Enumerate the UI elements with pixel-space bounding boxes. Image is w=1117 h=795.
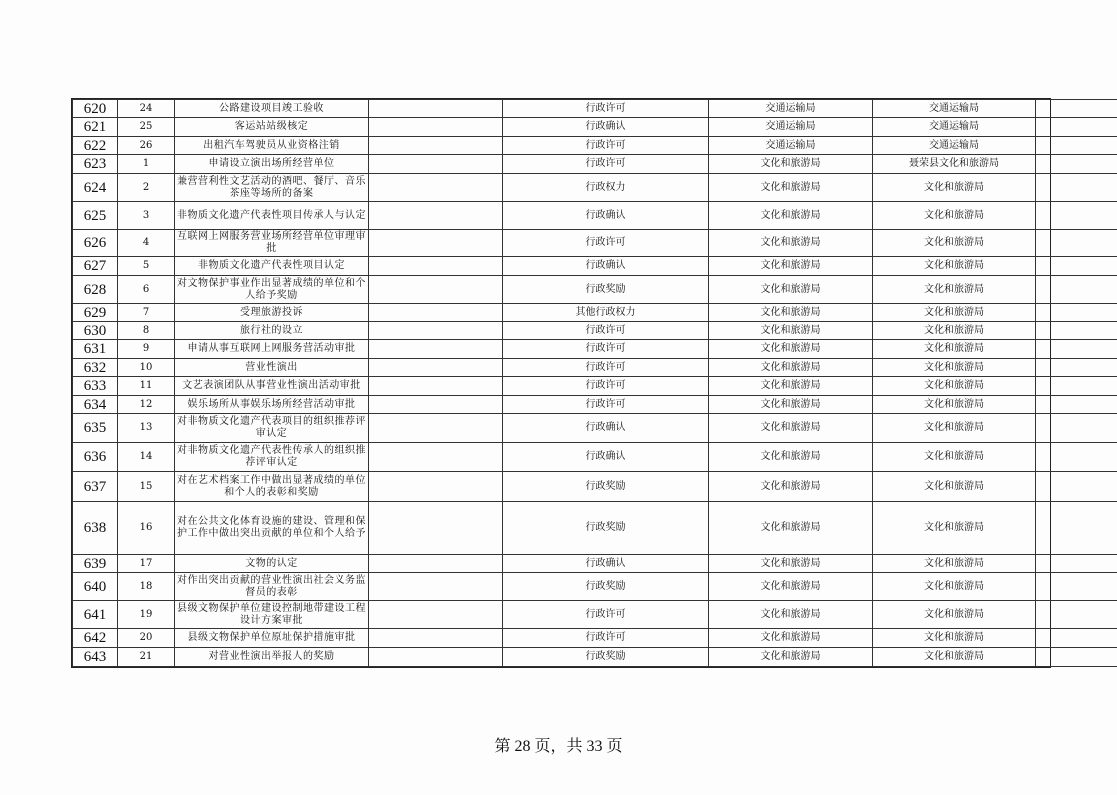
- cell-no: 640: [73, 573, 118, 601]
- cell-no: 642: [73, 629, 118, 648]
- cell-dept: 交通运输局: [709, 137, 873, 155]
- cell-no: 634: [73, 396, 118, 414]
- cell-basis: [369, 304, 503, 322]
- cell-no: 635: [73, 414, 118, 443]
- cell-no: 636: [73, 443, 118, 472]
- cell-type: 行政权力: [503, 174, 709, 202]
- cell-note: [1036, 137, 1117, 155]
- cell-note: [1036, 174, 1117, 202]
- cell-dept: 文化和旅游局: [709, 414, 873, 443]
- cell-exec: 文化和旅游局: [873, 304, 1036, 322]
- cell-type: 行政许可: [503, 377, 709, 396]
- cell-sub: 21: [118, 648, 175, 667]
- cell-dept: 文化和旅游局: [709, 601, 873, 629]
- cell-sub: 15: [118, 472, 175, 502]
- cell-dept: 文化和旅游局: [709, 230, 873, 257]
- cell-type: 行政确认: [503, 202, 709, 230]
- power-list-table: [71, 98, 1051, 668]
- cell-name: 对非物质文化遗产代表性传承人的组织推荐评审认定: [175, 443, 369, 472]
- cell-sub: 17: [118, 555, 175, 573]
- cell-no: 625: [73, 202, 118, 230]
- cell-type: 行政确认: [503, 555, 709, 573]
- cell-type: 行政奖励: [503, 573, 709, 601]
- cell-type: 行政许可: [503, 155, 709, 174]
- cell-note: [1036, 377, 1117, 396]
- table-row: [73, 601, 1117, 629]
- table-row: [73, 322, 1117, 340]
- cell-basis: [369, 322, 503, 340]
- cell-sub: 26: [118, 137, 175, 155]
- cell-sub: 8: [118, 322, 175, 340]
- cell-basis: [369, 377, 503, 396]
- cell-type: 其他行政权力: [503, 304, 709, 322]
- cell-no: 633: [73, 377, 118, 396]
- table-row: [73, 502, 1117, 555]
- table-row: [73, 118, 1117, 137]
- cell-exec: 文化和旅游局: [873, 629, 1036, 648]
- cell-name: 对营业性演出举报人的奖励: [175, 648, 369, 667]
- cell-exec: 交通运输局: [873, 118, 1036, 137]
- table-body: [73, 100, 1117, 667]
- table-row: [73, 443, 1117, 472]
- cell-name: 文艺表演团队从事营业性演出活动审批: [175, 377, 369, 396]
- table-row: [73, 555, 1117, 573]
- cell-type: 行政奖励: [503, 472, 709, 502]
- table-row: [73, 174, 1117, 202]
- cell-note: [1036, 118, 1117, 137]
- cell-sub: 20: [118, 629, 175, 648]
- table-row: [73, 304, 1117, 322]
- cell-exec: 聂荣县文化和旅游局: [873, 155, 1036, 174]
- cell-name: 申请从事互联网上网服务营活动审批: [175, 340, 369, 359]
- cell-type: 行政许可: [503, 359, 709, 377]
- table-row: [73, 202, 1117, 230]
- cell-no: 627: [73, 257, 118, 276]
- cell-type: 行政确认: [503, 414, 709, 443]
- cell-exec: 文化和旅游局: [873, 601, 1036, 629]
- cell-exec: 文化和旅游局: [873, 472, 1036, 502]
- cell-name: 申请设立演出场所经营单位: [175, 155, 369, 174]
- table-row: [73, 155, 1117, 174]
- cell-name: 受理旅游投诉: [175, 304, 369, 322]
- cell-basis: [369, 502, 503, 555]
- table-row: [73, 137, 1117, 155]
- cell-dept: 文化和旅游局: [709, 555, 873, 573]
- cell-sub: 3: [118, 202, 175, 230]
- cell-no: 639: [73, 555, 118, 573]
- cell-no: 620: [73, 100, 118, 118]
- table-row: [73, 648, 1117, 667]
- table-row: [73, 340, 1117, 359]
- table-row: [73, 472, 1117, 502]
- cell-sub: 5: [118, 257, 175, 276]
- cell-type: 行政许可: [503, 629, 709, 648]
- cell-basis: [369, 648, 503, 667]
- cell-type: 行政许可: [503, 230, 709, 257]
- table-row: [73, 396, 1117, 414]
- cell-exec: 文化和旅游局: [873, 377, 1036, 396]
- cell-dept: 文化和旅游局: [709, 443, 873, 472]
- cell-note: [1036, 573, 1117, 601]
- cell-exec: 文化和旅游局: [873, 340, 1036, 359]
- cell-sub: 18: [118, 573, 175, 601]
- cell-no: 638: [73, 502, 118, 555]
- table-row: [73, 276, 1117, 304]
- cell-type: 行政确认: [503, 118, 709, 137]
- cell-note: [1036, 601, 1117, 629]
- cell-exec: 文化和旅游局: [873, 174, 1036, 202]
- cell-exec: 文化和旅游局: [873, 502, 1036, 555]
- table-row: [73, 414, 1117, 443]
- cell-note: [1036, 359, 1117, 377]
- cell-name: 旅行社的设立: [175, 322, 369, 340]
- cell-name: 公路建设项目竣工验收: [175, 100, 369, 118]
- cell-exec: 文化和旅游局: [873, 443, 1036, 472]
- cell-note: [1036, 443, 1117, 472]
- cell-name: 县级文物保护单位建设控制地带建设工程设计方案审批: [175, 601, 369, 629]
- cell-type: 行政许可: [503, 396, 709, 414]
- cell-dept: 文化和旅游局: [709, 257, 873, 276]
- cell-note: [1036, 502, 1117, 555]
- cell-note: [1036, 396, 1117, 414]
- cell-type: 行政奖励: [503, 502, 709, 555]
- cell-sub: 24: [118, 100, 175, 118]
- cell-basis: [369, 573, 503, 601]
- cell-name: 互联网上网服务营业场所经营单位审理审批: [175, 230, 369, 257]
- cell-type: 行政奖励: [503, 276, 709, 304]
- cell-dept: 文化和旅游局: [709, 174, 873, 202]
- cell-no: 626: [73, 230, 118, 257]
- cell-sub: 14: [118, 443, 175, 472]
- cell-no: 628: [73, 276, 118, 304]
- cell-exec: 文化和旅游局: [873, 202, 1036, 230]
- cell-dept: 文化和旅游局: [709, 573, 873, 601]
- cell-exec: 文化和旅游局: [873, 322, 1036, 340]
- cell-name: 出租汽车驾驶员从业资格注销: [175, 137, 369, 155]
- page-number: 第 28 页，共 33 页: [494, 738, 623, 755]
- table-row: [73, 377, 1117, 396]
- cell-name: 对在公共文化体育设施的建设、管理和保护工作中做出突出贡献的单位和个人给予: [175, 502, 369, 555]
- cell-note: [1036, 304, 1117, 322]
- cell-sub: 11: [118, 377, 175, 396]
- cell-note: [1036, 257, 1117, 276]
- cell-sub: 25: [118, 118, 175, 137]
- cell-exec: 文化和旅游局: [873, 648, 1036, 667]
- cell-note: [1036, 155, 1117, 174]
- cell-note: [1036, 100, 1117, 118]
- cell-exec: 文化和旅游局: [873, 276, 1036, 304]
- cell-exec: 交通运输局: [873, 100, 1036, 118]
- cell-type: 行政许可: [503, 322, 709, 340]
- cell-sub: 13: [118, 414, 175, 443]
- cell-name: 县级文物保护单位原址保护措施审批: [175, 629, 369, 648]
- cell-name: 非物质文化遗产代表性项目传承人与认定: [175, 202, 369, 230]
- cell-type: 行政许可: [503, 601, 709, 629]
- cell-sub: 7: [118, 304, 175, 322]
- cell-basis: [369, 414, 503, 443]
- cell-exec: 文化和旅游局: [873, 257, 1036, 276]
- cell-no: 637: [73, 472, 118, 502]
- cell-basis: [369, 443, 503, 472]
- cell-name: 对非物质文化遗产代表项目的组织推荐评审认定: [175, 414, 369, 443]
- cell-no: 629: [73, 304, 118, 322]
- cell-no: 622: [73, 137, 118, 155]
- table-row: [73, 100, 1117, 118]
- cell-note: [1036, 472, 1117, 502]
- cell-basis: [369, 257, 503, 276]
- cell-basis: [369, 601, 503, 629]
- cell-dept: 文化和旅游局: [709, 322, 873, 340]
- cell-name: 兼营营利性文艺活动的酒吧、餐厅、音乐茶座等场所的备案: [175, 174, 369, 202]
- table-row: [73, 230, 1117, 257]
- table-row: [73, 573, 1117, 601]
- cell-dept: 文化和旅游局: [709, 202, 873, 230]
- cell-dept: 文化和旅游局: [709, 648, 873, 667]
- cell-note: [1036, 629, 1117, 648]
- cell-type: 行政许可: [503, 340, 709, 359]
- cell-no: 643: [73, 648, 118, 667]
- cell-no: 621: [73, 118, 118, 137]
- cell-basis: [369, 118, 503, 137]
- cell-sub: 16: [118, 502, 175, 555]
- table-row: [73, 629, 1117, 648]
- cell-dept: 文化和旅游局: [709, 340, 873, 359]
- cell-name: 非物质文化遗产代表性项目认定: [175, 257, 369, 276]
- cell-exec: 文化和旅游局: [873, 359, 1036, 377]
- cell-name: 对在艺术档案工作中做出显著成绩的单位和个人的表彰和奖励: [175, 472, 369, 502]
- cell-no: 630: [73, 322, 118, 340]
- cell-basis: [369, 174, 503, 202]
- cell-note: [1036, 414, 1117, 443]
- cell-dept: 文化和旅游局: [709, 359, 873, 377]
- cell-basis: [369, 155, 503, 174]
- cell-dept: 文化和旅游局: [709, 304, 873, 322]
- cell-note: [1036, 555, 1117, 573]
- cell-sub: 2: [118, 174, 175, 202]
- cell-dept: 交通运输局: [709, 100, 873, 118]
- cell-dept: 文化和旅游局: [709, 276, 873, 304]
- cell-name: 对作出突出贡献的营业性演出社会义务监督员的表彰: [175, 573, 369, 601]
- cell-note: [1036, 340, 1117, 359]
- cell-basis: [369, 472, 503, 502]
- cell-sub: 4: [118, 230, 175, 257]
- cell-sub: 9: [118, 340, 175, 359]
- cell-exec: 文化和旅游局: [873, 230, 1036, 257]
- table-row: [73, 257, 1117, 276]
- cell-dept: 文化和旅游局: [709, 472, 873, 502]
- cell-note: [1036, 648, 1117, 667]
- cell-type: 行政许可: [503, 100, 709, 118]
- cell-no: 631: [73, 340, 118, 359]
- cell-type: 行政确认: [503, 257, 709, 276]
- cell-note: [1036, 202, 1117, 230]
- cell-exec: 文化和旅游局: [873, 555, 1036, 573]
- cell-basis: [369, 555, 503, 573]
- cell-name: 营业性演出: [175, 359, 369, 377]
- cell-exec: 交通运输局: [873, 137, 1036, 155]
- cell-note: [1036, 322, 1117, 340]
- cell-name: 文物的认定: [175, 555, 369, 573]
- cell-no: 623: [73, 155, 118, 174]
- cell-exec: 文化和旅游局: [873, 573, 1036, 601]
- cell-basis: [369, 230, 503, 257]
- cell-exec: 文化和旅游局: [873, 396, 1036, 414]
- cell-type: 行政确认: [503, 443, 709, 472]
- cell-basis: [369, 202, 503, 230]
- cell-sub: 1: [118, 155, 175, 174]
- cell-sub: 6: [118, 276, 175, 304]
- cell-sub: 10: [118, 359, 175, 377]
- cell-name: 对文物保护事业作出显著成绩的单位和个人给予奖励: [175, 276, 369, 304]
- cell-sub: 19: [118, 601, 175, 629]
- cell-basis: [369, 137, 503, 155]
- cell-dept: 文化和旅游局: [709, 377, 873, 396]
- cell-name: 娱乐场所从事娱乐场所经营活动审批: [175, 396, 369, 414]
- cell-name: 客运站站级核定: [175, 118, 369, 137]
- cell-sub: 12: [118, 396, 175, 414]
- cell-dept: 交通运输局: [709, 118, 873, 137]
- table-row: [73, 359, 1117, 377]
- cell-dept: 文化和旅游局: [709, 396, 873, 414]
- cell-no: 641: [73, 601, 118, 629]
- cell-note: [1036, 276, 1117, 304]
- cell-no: 624: [73, 174, 118, 202]
- cell-note: [1036, 230, 1117, 257]
- cell-basis: [369, 629, 503, 648]
- cell-dept: 文化和旅游局: [709, 629, 873, 648]
- cell-type: 行政奖励: [503, 648, 709, 667]
- cell-type: 行政许可: [503, 137, 709, 155]
- cell-dept: 文化和旅游局: [709, 155, 873, 174]
- cell-no: 632: [73, 359, 118, 377]
- cell-basis: [369, 276, 503, 304]
- cell-basis: [369, 100, 503, 118]
- cell-exec: 文化和旅游局: [873, 414, 1036, 443]
- cell-basis: [369, 340, 503, 359]
- cell-basis: [369, 396, 503, 414]
- cell-basis: [369, 359, 503, 377]
- cell-dept: 文化和旅游局: [709, 502, 873, 555]
